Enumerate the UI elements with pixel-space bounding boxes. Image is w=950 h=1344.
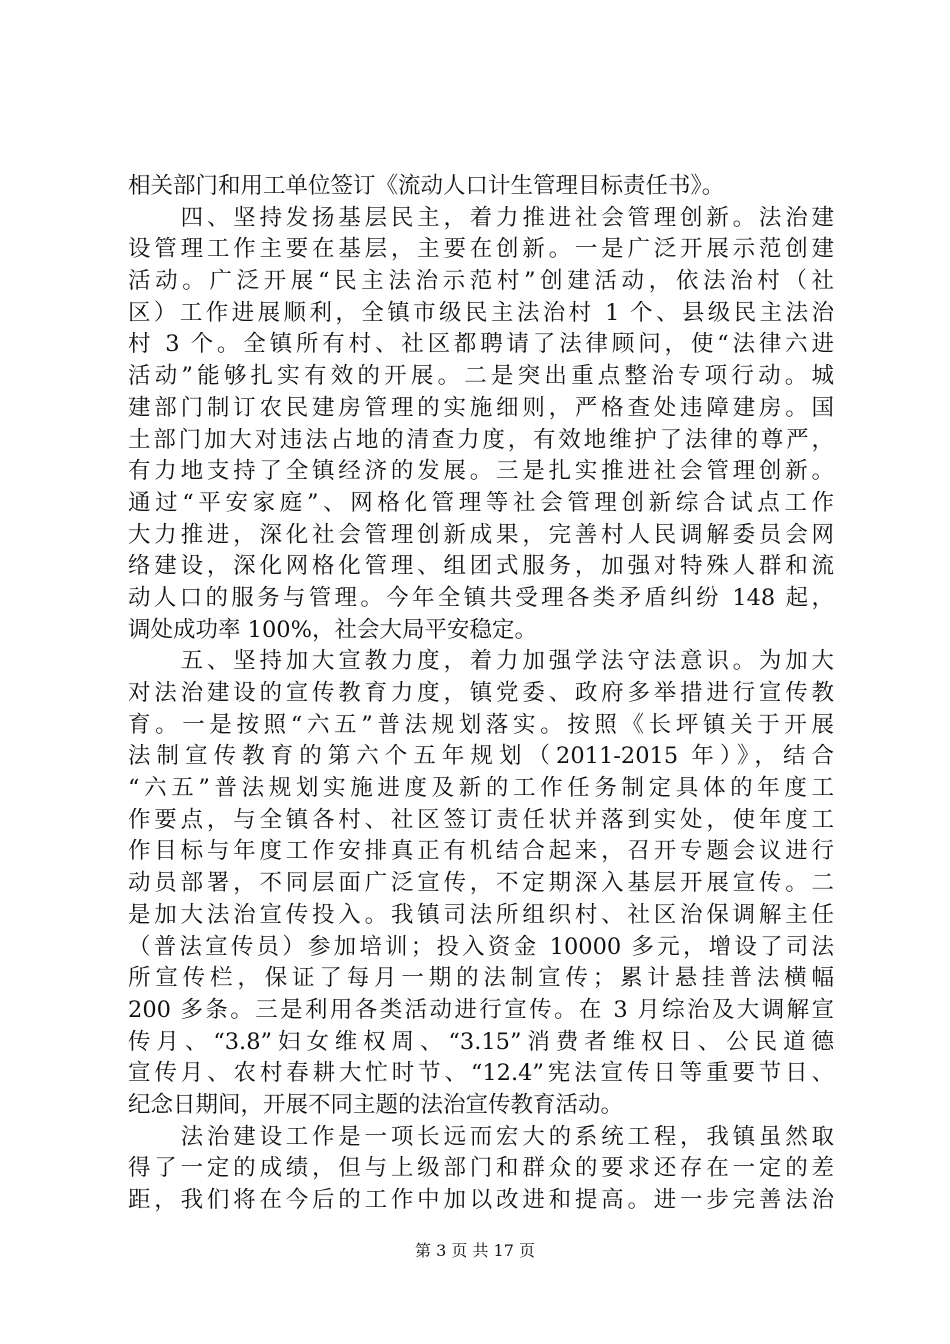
text-line: 传月、“3.8”妇女维权周、“3.15”消费者维权日、公民道德	[128, 1028, 834, 1055]
text-line: 四、坚持发扬基层民主，着力推进社会管理创新。法治建	[128, 204, 834, 231]
page-footer: 第 3 页 共 17 页	[415, 1241, 535, 1260]
text-line: 动员部署，不同层面广泛宣传，不定期深入基层开展宣传。二	[128, 870, 834, 897]
text-line: 土部门加大对违法占地的清查力度，有效地维护了法律的尊严，	[128, 426, 834, 453]
text-line: 调处成功率 100%，社会大局平安稳定。	[128, 616, 537, 643]
text-line: 区）工作进展顺利，全镇市级民主法治村 1 个、县级民主法治	[128, 299, 834, 326]
text-line: 距，我们将在今后的工作中加以改进和提高。进一步完善法治	[128, 1187, 834, 1213]
text-line: 得了一定的成绩，但与上级部门和群众的要求还存在一定的差	[128, 1155, 834, 1182]
text-line: 村 3 个。全镇所有村、社区都聘请了法律顾问，使“法律六进	[128, 331, 834, 358]
document-body	[128, 171, 834, 1217]
text-line: 对法治建设的宣传教育力度，镇党委、政府多举措进行宣传教	[128, 680, 834, 706]
text-line: 法制宣传教育的第六个五年规划（2011-2015 年）》，结合	[128, 743, 834, 770]
text-line: 200 多条。三是利用各类活动进行宣传。在 3 月综治及大调解宣	[128, 996, 834, 1023]
text-line: 有力地支持了全镇经济的发展。三是扎实推进社会管理创新。	[128, 458, 834, 485]
text-line: 活动”能够扎实有效的开展。二是突出重点整治专项行动。城	[128, 363, 834, 390]
text-line: 宣传月、农村春耕大忙时节、“12.4”宪法宣传日等重要节日、	[128, 1060, 834, 1087]
text-line: 活动。广泛开展“民主法治示范村”创建活动，依法治村（社	[128, 268, 834, 295]
text-line: 五、坚持加大宣教力度，着力加强学法守法意识。为加大	[128, 648, 834, 675]
text-line: 是加大法治宣传投入。我镇司法所组织村、社区治保调解主任	[128, 901, 834, 928]
text-line: 建部门制订农民建房管理的实施细则，严格查处违障建房。国	[128, 394, 834, 421]
text-line: 设管理工作主要在基层，主要在创新。一是广泛开展示范创建	[128, 236, 834, 263]
text-line: 作目标与年度工作安排真正有机结合起来，召开专题会议进行	[128, 838, 834, 865]
text-line: 络建设，深化网格化管理、组团式服务，加强对特殊人群和流	[128, 553, 834, 580]
text-line: 法治建设工作是一项长远而宏大的系统工程，我镇虽然取	[128, 1123, 834, 1150]
text-line: 所宣传栏，保证了每月一期的法制宣传；累计悬挂普法横幅	[128, 965, 834, 992]
text-line: 大力推进，深化社会管理创新成果，完善村人民调解委员会网	[128, 521, 834, 548]
text-line: 作要点，与全镇各村、社区签订责任状并落到实处，使年度工	[128, 806, 834, 833]
text-line: 相关部门和用工单位签订《流动人口计生管理目标责任书》。	[128, 173, 725, 199]
text-line: （普法宣传员）参加培训；投入资金 10000 多元，增设了司法	[128, 933, 834, 960]
text-line: 育。一是按照“六五”普法规划落实。按照《长坪镇关于开展	[128, 711, 834, 738]
text-line: 纪念日期间，开展不同主题的法治宣传教育活动。	[128, 1091, 624, 1118]
text-line: 动人口的服务与管理。今年全镇共受理各类矛盾纠纷 148 起，	[128, 584, 834, 611]
text-line: 通过“平安家庭”、网格化管理等社会管理创新综合试点工作	[128, 489, 834, 516]
text-line: “六五”普法规划实施进度及新的工作任务制定具体的年度工	[128, 775, 834, 802]
